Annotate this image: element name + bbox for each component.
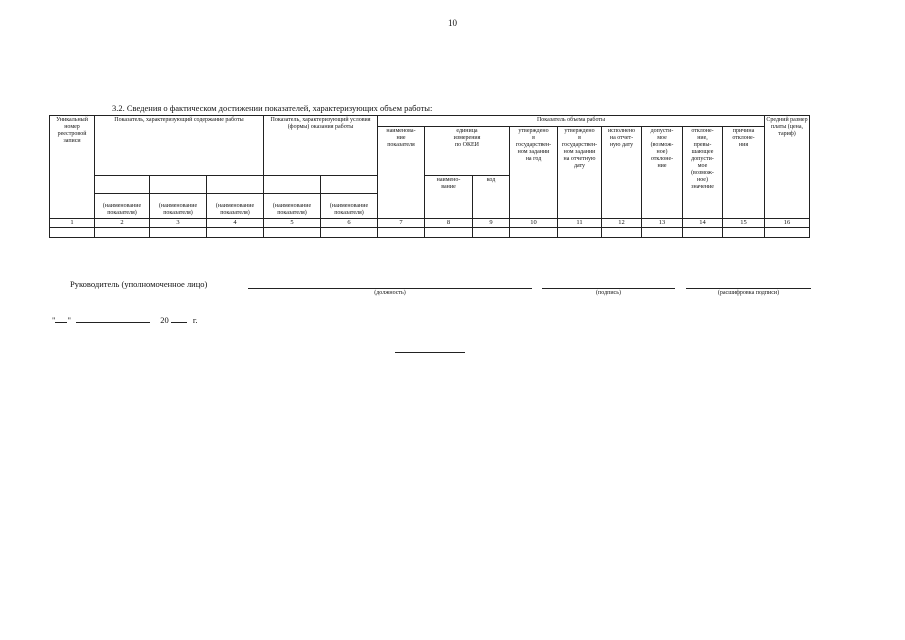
content-indicator-1: (наименование показателя) bbox=[95, 194, 150, 219]
content-indicator-2: (наименование показателя) bbox=[150, 194, 207, 219]
col-number: 9 bbox=[473, 219, 510, 228]
header-conditions-indicator: Показатель, характеризующий условия (формы) оказания работы bbox=[264, 116, 378, 176]
header-content-indicator: Показатель, характеризующий содержание работы bbox=[95, 116, 264, 176]
header-indicator-name: наименова- ние показателя bbox=[378, 127, 425, 219]
decode-caption: (расшифровка подписи) bbox=[717, 290, 780, 296]
header-deviation-exceed: отклоне- ние, превы- шающее допусти- мое (возмож- ное) значение bbox=[683, 127, 723, 219]
header-unit: единица измерения по ОКЕИ bbox=[425, 127, 510, 176]
date-line bbox=[52, 313, 198, 325]
volume-indicators-table bbox=[49, 115, 810, 238]
header-deviation-reason: причина отклоне- ния bbox=[723, 127, 765, 219]
footnote-separator bbox=[395, 352, 465, 353]
col-number: 13 bbox=[642, 219, 683, 228]
month-blank bbox=[76, 313, 150, 323]
header-unique-number: Уникальный номер реестровой записи bbox=[50, 116, 95, 219]
spacer-cell bbox=[150, 176, 207, 194]
date-close-quote: " bbox=[67, 315, 71, 325]
year-prefix: 20 bbox=[160, 315, 169, 325]
spacer-cell bbox=[95, 176, 150, 194]
conditions-indicator-2: (наименование показателя) bbox=[321, 194, 378, 219]
position-line bbox=[248, 288, 532, 289]
decode-line bbox=[686, 288, 811, 289]
col-number: 15 bbox=[723, 219, 765, 228]
col-number: 7 bbox=[378, 219, 425, 228]
col-number: 3 bbox=[150, 219, 207, 228]
col-number: 16 bbox=[765, 219, 810, 228]
col-number: 14 bbox=[683, 219, 723, 228]
year-suffix: г. bbox=[192, 315, 198, 325]
col-number: 4 bbox=[207, 219, 264, 228]
spacer-cell bbox=[264, 176, 321, 194]
col-number: 11 bbox=[558, 219, 602, 228]
col-number: 12 bbox=[602, 219, 642, 228]
col-number: 10 bbox=[510, 219, 558, 228]
spacer-cell bbox=[207, 176, 264, 194]
table-row bbox=[50, 228, 810, 238]
year-blank bbox=[171, 313, 187, 323]
header-unit-code: код bbox=[473, 176, 510, 219]
column-numbers-row bbox=[50, 219, 810, 228]
conditions-indicator-1: (наименование показателя) bbox=[264, 194, 321, 219]
header-approved-date: утверждено в государствен- ном задании на отчетную дату bbox=[558, 127, 602, 219]
col-number: 2 bbox=[95, 219, 150, 228]
signature-caption: (подпись) bbox=[596, 290, 621, 296]
signature-label: Руководитель (уполномоченное лицо) bbox=[70, 279, 208, 289]
header-done: исполнено на отчет- ную дату bbox=[602, 127, 642, 219]
col-number: 8 bbox=[425, 219, 473, 228]
page-number: 10 bbox=[448, 18, 457, 28]
section-title: 3.2. Сведения о фактическом достижении показателей, характеризующих объем работы: bbox=[112, 103, 433, 113]
header-approved-year: утверждено в государствен- ном задании на год bbox=[510, 127, 558, 219]
col-number: 6 bbox=[321, 219, 378, 228]
date-open-quote: " bbox=[52, 315, 56, 325]
spacer-cell bbox=[321, 176, 378, 194]
position-caption: (должность) bbox=[374, 290, 406, 296]
content-indicator-3: (наименование показателя) bbox=[207, 194, 264, 219]
header-average-fee: Средний размер платы (цена, тариф) bbox=[765, 116, 810, 219]
day-blank bbox=[55, 313, 67, 323]
header-volume-indicator: Показатель объема работы bbox=[378, 116, 765, 127]
col-number: 1 bbox=[50, 219, 95, 228]
header-deviation-allowed: допусти- мое (возмож- ное) отклоне- ние bbox=[642, 127, 683, 219]
signature-line bbox=[542, 288, 675, 289]
col-number: 5 bbox=[264, 219, 321, 228]
header-unit-name: наимено- вание bbox=[425, 176, 473, 219]
